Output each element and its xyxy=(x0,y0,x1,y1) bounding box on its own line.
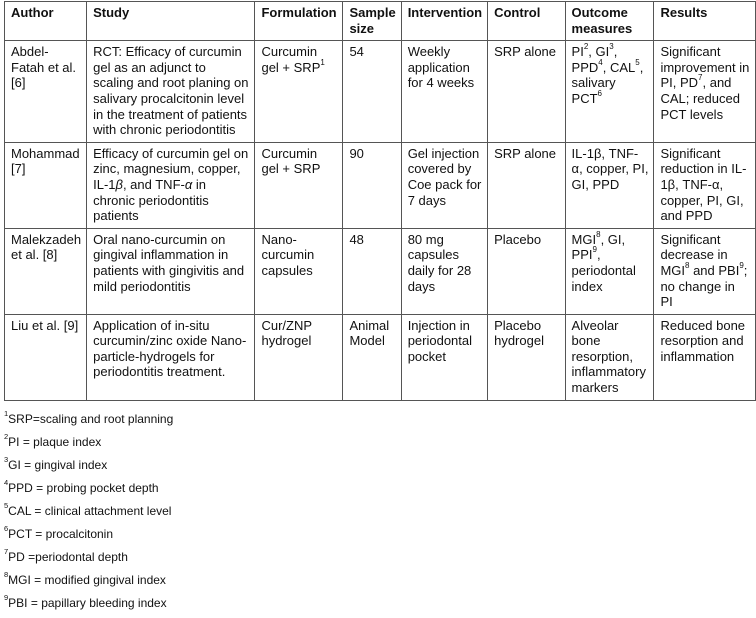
cell-text: Curcumin gel + SRP xyxy=(261,145,321,177)
header-control xyxy=(488,2,565,41)
cell-author xyxy=(5,228,87,314)
footnote xyxy=(4,569,756,595)
cell-text: Nano-curcumin capsules xyxy=(261,231,315,278)
footnote-ref: 5 xyxy=(635,57,640,67)
cell-text: Cur/ZNP hydrogel xyxy=(261,317,312,349)
footnote-number: 2 xyxy=(4,431,9,441)
cell-intervention xyxy=(401,41,487,143)
cell-author xyxy=(5,41,87,143)
cell-intervention xyxy=(401,228,487,314)
table-row xyxy=(5,41,756,143)
cell-text: PI xyxy=(571,44,584,60)
footnote-ref: 9 xyxy=(592,245,597,255)
cell-text: Intervention xyxy=(407,5,483,20)
cell-text: Oral nano-curcumin on gingival inflammation in patients with gingivitis and mild periodontitis xyxy=(93,231,245,294)
cell-text: Formulation xyxy=(261,5,337,20)
cell-text: , PPD xyxy=(571,44,618,75)
footnote-number: 9 xyxy=(4,592,9,602)
table-row xyxy=(5,314,756,400)
cell-text: Author xyxy=(11,5,54,20)
cell-text: in chronic periodontitis patients xyxy=(93,176,209,224)
cell-study xyxy=(87,314,255,400)
cell-text: 54 xyxy=(349,44,364,60)
cell-text: Abdel-Fatah et al. [6] xyxy=(11,44,77,91)
cell-outcome-measures xyxy=(565,228,654,314)
cell-text: Study xyxy=(93,5,130,20)
cell-formulation xyxy=(255,142,343,228)
cell-text: Results xyxy=(660,5,708,20)
cell-results xyxy=(654,228,756,314)
cell-text: , and CAL; reduced PCT levels xyxy=(660,75,740,122)
cell-formulation xyxy=(255,314,343,400)
footnote-text: PBI = papillary bleeding index xyxy=(8,595,167,610)
cell-text: 48 xyxy=(349,231,364,247)
footnote xyxy=(4,546,756,572)
footnote-ref: 8 xyxy=(685,260,690,270)
footnote xyxy=(4,500,756,526)
cell-text: Outcome measures xyxy=(571,5,633,36)
footnote-ref: 7 xyxy=(698,73,703,83)
footnote-number: 3 xyxy=(4,454,9,464)
studies-table xyxy=(4,1,756,401)
footnote-number: 4 xyxy=(4,477,9,487)
cell-outcome-measures xyxy=(565,41,654,143)
greek-symbol: α xyxy=(184,176,193,192)
cell-study xyxy=(87,41,255,143)
footnote-number: 5 xyxy=(4,500,9,510)
cell-text: SRP alone xyxy=(494,145,557,161)
cell-text: Control xyxy=(494,5,541,20)
cell-text: Application of in-situ curcumin/zinc oxide Nano-particle-hydrogels for periodontitis treatment. xyxy=(93,317,247,380)
footnote-text: SRP=scaling and root planning xyxy=(8,411,174,426)
cell-text: , GI, PPI xyxy=(571,231,626,263)
cell-control xyxy=(488,142,565,228)
cell-text: , GI xyxy=(588,44,610,60)
footnote-number: 7 xyxy=(4,546,9,556)
footnote-text: PCT = procalcitonin xyxy=(8,526,114,541)
table-header-row xyxy=(5,2,756,41)
cell-sample-size xyxy=(343,228,401,314)
footnote xyxy=(4,592,756,618)
cell-sample-size xyxy=(343,41,401,143)
footnote-ref: 4 xyxy=(598,57,603,67)
cell-text: 80 mg capsules daily for 28 days xyxy=(407,231,472,294)
footnote xyxy=(4,477,756,503)
cell-formulation xyxy=(255,228,343,314)
cell-sample-size xyxy=(343,314,401,400)
cell-results xyxy=(654,41,756,143)
cell-text: Sample size xyxy=(349,5,396,36)
footnote-text: PI = plaque index xyxy=(8,434,102,449)
footnote-number: 1 xyxy=(4,408,9,418)
footnote-ref: 6 xyxy=(597,88,602,98)
cell-study xyxy=(87,142,255,228)
cell-text: , periodontal index xyxy=(571,247,636,294)
cell-text: IL-1β, TNF-α, copper, PI, GI, PPD xyxy=(571,145,649,192)
footnote-text: CAL = clinical attachment level xyxy=(8,503,172,518)
cell-text: and PBI xyxy=(689,262,740,278)
footnote-ref: 1 xyxy=(320,57,325,67)
cell-control xyxy=(488,41,565,143)
cell-text: ; no change in PI xyxy=(660,262,748,310)
cell-text: Injection in periodontal pocket xyxy=(407,317,473,364)
cell-outcome-measures xyxy=(565,142,654,228)
cell-outcome-measures xyxy=(565,314,654,400)
cell-text: Animal Model xyxy=(349,317,390,349)
header-intervention xyxy=(401,2,487,41)
header-sample-size xyxy=(343,2,401,41)
cell-text: MGI xyxy=(571,231,597,247)
footnote-text: PD =periodontal depth xyxy=(8,549,128,564)
header-author xyxy=(5,2,87,41)
cell-text: Placebo xyxy=(494,231,542,247)
table-row xyxy=(5,228,756,314)
cell-text: Significant improvement in PI, PD xyxy=(660,44,750,91)
header-outcome-measures xyxy=(565,2,654,41)
cell-formulation xyxy=(255,41,343,143)
header-study xyxy=(87,2,255,41)
header-results xyxy=(654,2,756,41)
header-formulation xyxy=(255,2,343,41)
cell-author xyxy=(5,314,87,400)
footnote-number: 8 xyxy=(4,569,9,579)
cell-author xyxy=(5,142,87,228)
cell-text: , salivary PCT xyxy=(571,59,644,106)
cell-intervention xyxy=(401,314,487,400)
cell-text: RCT: Efficacy of curcumin gel as an adjunct to scaling and root planing on salivary procalcitonin level in the treatment of patients with chronic periodontitis xyxy=(93,44,249,138)
cell-control xyxy=(488,228,565,314)
table-row xyxy=(5,142,756,228)
cell-text: , CAL xyxy=(602,59,636,75)
cell-text: Significant decrease in MGI xyxy=(660,231,728,278)
cell-results xyxy=(654,142,756,228)
cell-text: Curcumin gel + SRP xyxy=(261,44,321,75)
cell-text: Reduced bone resorption and inflammation xyxy=(660,317,746,364)
footnote-text: MGI = modified gingival index xyxy=(8,572,166,587)
cell-text: Alveolar bone resorption, inflammatory markers xyxy=(571,317,646,396)
footnote-number: 6 xyxy=(4,523,9,533)
footnote-ref: 3 xyxy=(609,42,614,52)
cell-text: 90 xyxy=(349,145,364,161)
cell-control xyxy=(488,314,565,400)
cell-text: Liu et al. [9] xyxy=(11,317,79,333)
footnote-ref: 2 xyxy=(583,42,589,52)
greek-symbol: β xyxy=(115,176,123,192)
cell-text: Efficacy of curcumin gel on zinc, magnesium, copper, IL-1 xyxy=(93,145,249,192)
footnote xyxy=(4,408,756,434)
footnotes xyxy=(4,408,756,618)
cell-text: Significant reduction in IL-1β, TNF-α, copper, PI, GI, and PPD xyxy=(660,145,747,224)
cell-text: , and TNF- xyxy=(122,176,185,192)
cell-text: Gel injection covered by Coe pack for 7 days xyxy=(407,145,482,208)
footnote xyxy=(4,431,756,457)
footnote xyxy=(4,454,756,480)
cell-results xyxy=(654,314,756,400)
cell-text: SRP alone xyxy=(494,44,557,60)
cell-sample-size xyxy=(343,142,401,228)
footnote-ref: 8 xyxy=(596,229,601,239)
cell-text: Weekly application for 4 weeks xyxy=(407,44,475,91)
cell-text: Placebo hydrogel xyxy=(494,317,544,349)
cell-study xyxy=(87,228,255,314)
footnote-text: PPD = probing pocket depth xyxy=(8,480,159,495)
cell-text: Malekzadeh et al. [8] xyxy=(11,231,82,263)
cell-intervention xyxy=(401,142,487,228)
footnote xyxy=(4,523,756,549)
footnote-text: GI = gingival index xyxy=(8,457,108,472)
cell-text: Mohammad [7] xyxy=(11,145,80,177)
footnote-ref: 9 xyxy=(739,260,744,270)
